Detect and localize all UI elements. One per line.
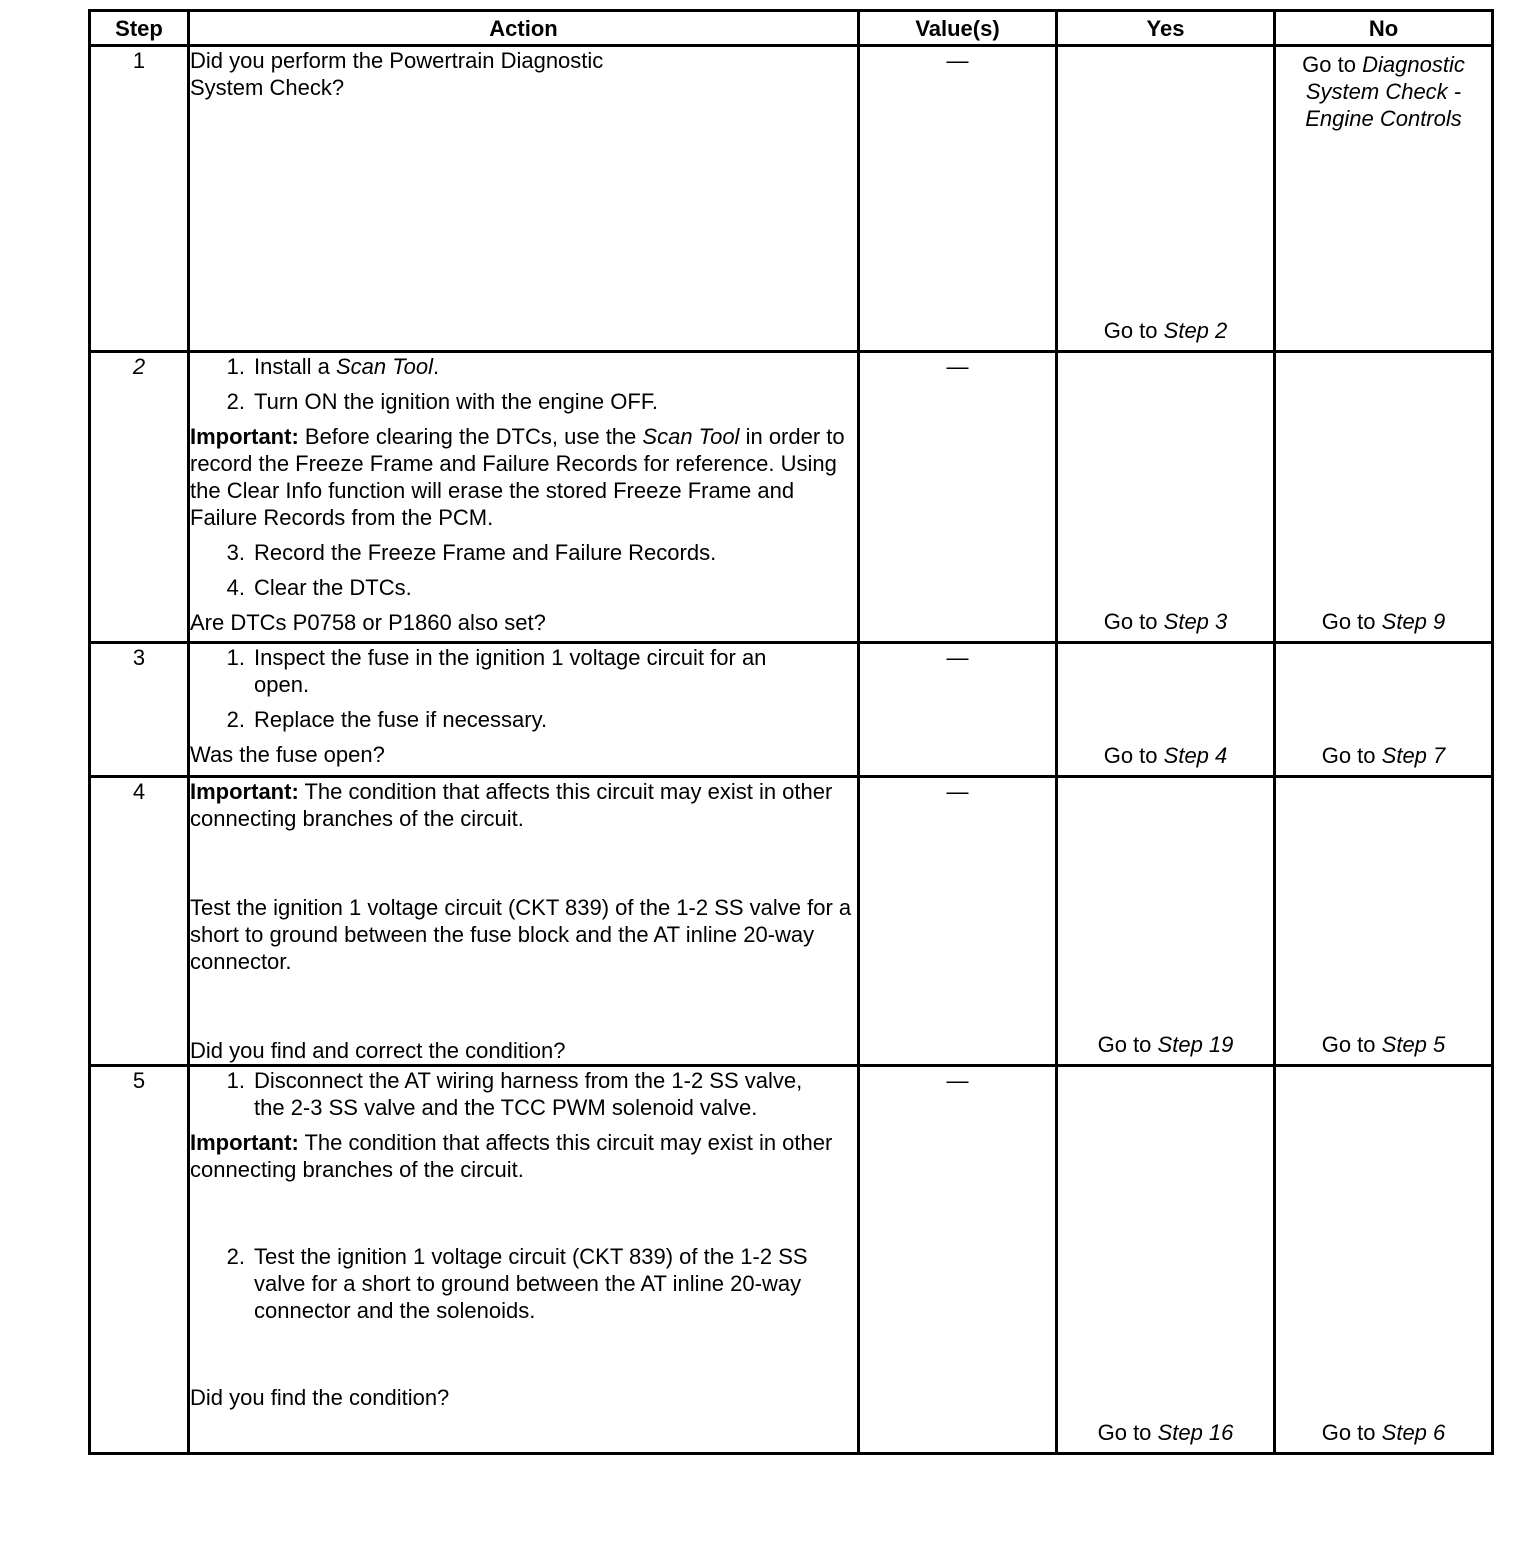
list-item: 1. Inspect the fuse in the ignition 1 voltage circuit for an open. bbox=[226, 645, 767, 697]
action-question: Did you find the condition? bbox=[190, 1385, 450, 1410]
step-number: 4 bbox=[132, 779, 146, 804]
table-row bbox=[90, 46, 1493, 352]
yes-cell bbox=[1057, 352, 1275, 643]
no-goto[interactable]: Go to Step 5 bbox=[1321, 1032, 1446, 1057]
list-item: 4. Clear the DTCs. bbox=[226, 575, 412, 600]
header-no: No bbox=[1275, 11, 1493, 46]
list-item: 1. Disconnect the AT wiring harness from the 1-2 SS valve, the 2-3 SS valve and the TCC PWM solenoid valve. bbox=[226, 1068, 803, 1120]
header-yes: Yes bbox=[1057, 11, 1275, 46]
table-row bbox=[90, 1066, 1493, 1454]
action-question: Did you find and correct the condition? bbox=[190, 1038, 566, 1063]
list-item: 2. Test the ignition 1 voltage circuit (CKT 839) of the 1-2 SS valve for a short to ground between the AT inline 20-way connector and the solenoids. bbox=[226, 1244, 808, 1323]
important-note: Important: The condition that affects this circuit may exist in other connecting branches of the circuit. bbox=[190, 779, 833, 831]
step-number: 5 bbox=[132, 1068, 146, 1093]
table-row bbox=[90, 643, 1493, 777]
important-note: Important: The condition that affects this circuit may exist in other connecting branches of the circuit. bbox=[190, 1130, 833, 1182]
action-question: Did you perform the Powertrain Diagnostic System Check? bbox=[190, 48, 604, 100]
no-cell bbox=[1275, 777, 1493, 1066]
action-cell bbox=[189, 777, 859, 1066]
header-action: Action bbox=[189, 11, 859, 46]
value-dash: — bbox=[946, 354, 969, 379]
value-cell bbox=[859, 1066, 1057, 1454]
action-cell bbox=[189, 643, 859, 777]
yes-goto[interactable]: Go to Step 16 bbox=[1097, 1420, 1234, 1445]
yes-cell bbox=[1057, 46, 1275, 352]
step-cell bbox=[90, 352, 189, 643]
value-cell bbox=[859, 777, 1057, 1066]
no-goto[interactable]: Go to Step 7 bbox=[1321, 743, 1446, 768]
table-row bbox=[90, 352, 1493, 643]
yes-goto[interactable]: Go to Step 2 bbox=[1103, 318, 1228, 343]
yes-cell bbox=[1057, 777, 1275, 1066]
step-cell bbox=[90, 46, 189, 352]
step-number: 3 bbox=[132, 645, 146, 670]
value-dash: — bbox=[946, 1068, 969, 1093]
no-goto[interactable]: Go to Diagnostic System Check - Engine Controls bbox=[1302, 52, 1465, 131]
yes-cell bbox=[1057, 643, 1275, 777]
list-item: 2. Replace the fuse if necessary. bbox=[226, 707, 548, 732]
yes-goto[interactable]: Go to Step 19 bbox=[1097, 1032, 1234, 1057]
table-row bbox=[90, 777, 1493, 1066]
value-dash: — bbox=[946, 645, 969, 670]
value-cell bbox=[859, 352, 1057, 643]
list-item: 2. Turn ON the ignition with the engine OFF. bbox=[226, 389, 658, 414]
step-cell bbox=[90, 777, 189, 1066]
no-goto[interactable]: Go to Step 6 bbox=[1321, 1420, 1446, 1445]
value-dash: — bbox=[946, 779, 969, 804]
yes-goto[interactable]: Go to Step 3 bbox=[1103, 609, 1228, 634]
action-question: Was the fuse open? bbox=[190, 742, 385, 767]
action-cell bbox=[189, 46, 859, 352]
no-cell bbox=[1275, 643, 1493, 777]
yes-goto[interactable]: Go to Step 4 bbox=[1103, 743, 1228, 768]
step-cell bbox=[90, 643, 189, 777]
test-instruction: Test the ignition 1 voltage circuit (CKT 839) of the 1-2 SS valve for a short to ground between the fuse block and the AT inline 20-way connector. bbox=[190, 895, 852, 974]
no-cell bbox=[1275, 352, 1493, 643]
value-dash: — bbox=[946, 48, 969, 73]
list-item: 3. Record the Freeze Frame and Failure Records. bbox=[226, 540, 717, 565]
step-number: 1 bbox=[132, 48, 146, 73]
value-cell bbox=[859, 643, 1057, 777]
action-cell bbox=[189, 1066, 859, 1454]
important-note: Important: Before clearing the DTCs, use the Scan Tool in order to record the Freeze Frame and Failure Records for reference. Using the Clear Info function will erase the stored Freeze Frame and Failure Records from the PCM. bbox=[190, 424, 845, 530]
no-goto[interactable]: Go to Step 9 bbox=[1321, 609, 1446, 634]
no-cell bbox=[1275, 46, 1493, 352]
header-values: Value(s) bbox=[859, 11, 1057, 46]
header-row bbox=[90, 11, 1493, 46]
step-number: 2 bbox=[132, 354, 146, 379]
yes-cell bbox=[1057, 1066, 1275, 1454]
list-item: 1. Install a Scan Tool. bbox=[226, 354, 440, 379]
diagnostic-table bbox=[88, 9, 1494, 1455]
header-step: Step bbox=[90, 11, 189, 46]
no-cell bbox=[1275, 1066, 1493, 1454]
action-cell bbox=[189, 352, 859, 643]
step-cell bbox=[90, 1066, 189, 1454]
value-cell bbox=[859, 46, 1057, 352]
action-question: Are DTCs P0758 or P1860 also set? bbox=[190, 610, 546, 635]
